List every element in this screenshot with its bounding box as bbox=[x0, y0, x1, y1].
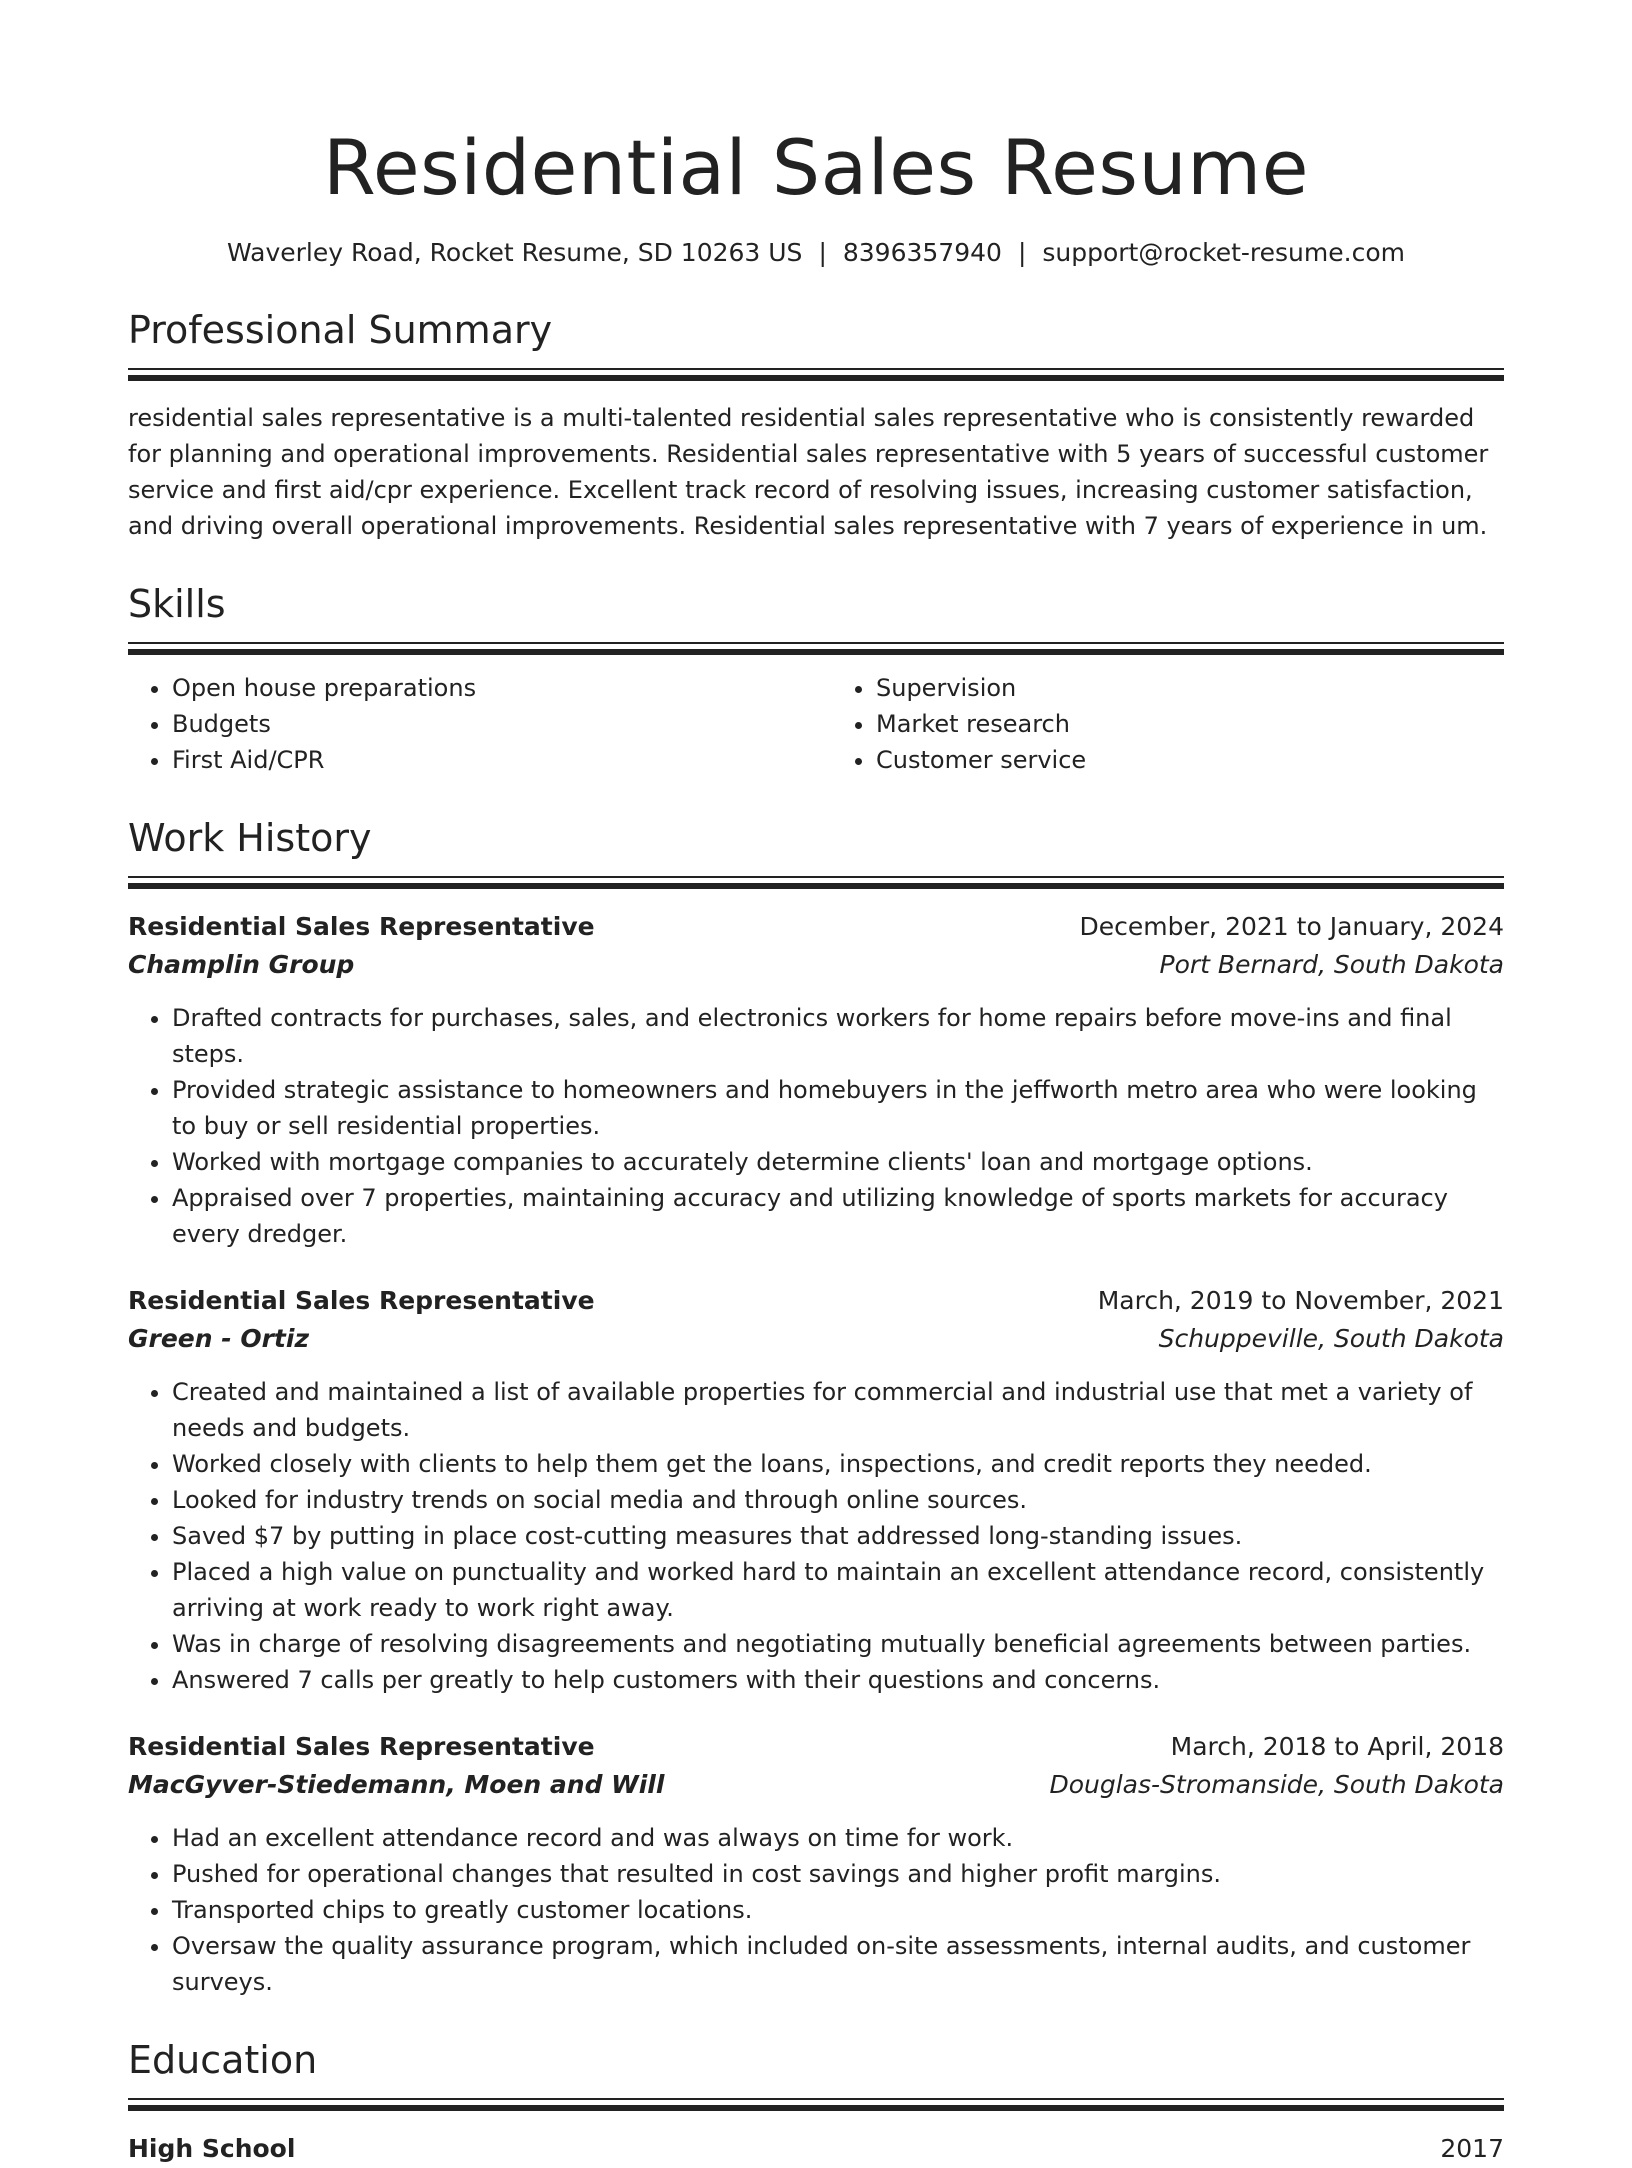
job-subheader bbox=[128, 946, 1504, 984]
job-subheader bbox=[128, 1320, 1504, 1358]
skill-item: • Market research bbox=[876, 706, 1504, 742]
job-bullet: • Appraised over 7 properties, maintaining accuracy and utilizing knowledge of sports markets for accuracy every dredger. bbox=[172, 1180, 1504, 1252]
skills-list bbox=[128, 670, 1504, 778]
job-bullet: • Looked for industry trends on social media and through online sources. bbox=[172, 1482, 1504, 1518]
resume-title: Residential Sales Resume bbox=[323, 123, 1309, 212]
job-company: Green - Ortiz bbox=[128, 1324, 309, 1353]
section-heading-skills: Skills bbox=[128, 582, 226, 626]
skill-item: • First Aid/CPR bbox=[172, 742, 800, 778]
job-bullet: • Saved $7 by putting in place cost-cutting measures that addressed long-standing issues. bbox=[172, 1518, 1504, 1554]
job-dates: March, 2018 to April, 2018 bbox=[1170, 1732, 1504, 1761]
job-company: Champlin Group bbox=[128, 950, 355, 979]
job-title: Residential Sales Representative bbox=[128, 1732, 595, 1761]
job-header bbox=[128, 1728, 1504, 1766]
skill-item: • Open house preparations bbox=[172, 670, 800, 706]
section-divider bbox=[128, 876, 1504, 888]
section-divider bbox=[128, 2098, 1504, 2110]
job-bullets bbox=[128, 1374, 1504, 1698]
section-heading-work-history: Work History bbox=[128, 816, 372, 860]
job-bullet: • Pushed for operational changes that resulted in cost savings and higher profit margins. bbox=[172, 1856, 1504, 1892]
contact-phone[interactable]: 8396357940 bbox=[842, 238, 1002, 267]
job-subheader bbox=[128, 1766, 1504, 1804]
job-bullet: • Answered 7 calls per greatly to help customers with their questions and concerns. bbox=[172, 1662, 1504, 1698]
job-bullets bbox=[128, 1820, 1504, 2000]
education-entry bbox=[128, 2130, 1504, 2168]
job-bullet: • Provided strategic assistance to homeowners and homebuyers in the jeffworth metro area who were looking to buy or sell residential properties. bbox=[172, 1072, 1504, 1144]
job-bullet: • Transported chips to greatly customer locations. bbox=[172, 1892, 1504, 1928]
job-title: Residential Sales Representative bbox=[128, 912, 595, 941]
job-bullet: • Was in charge of resolving disagreements and negotiating mutually beneficial agreements between parties. bbox=[172, 1626, 1504, 1662]
job-entry bbox=[128, 1282, 1504, 1698]
section-heading-education: Education bbox=[128, 2038, 318, 2082]
job-company: MacGyver-Stiedemann, Moen and Will bbox=[128, 1770, 665, 1799]
contact-line bbox=[128, 236, 1504, 270]
job-bullets bbox=[128, 1000, 1504, 1252]
job-entry bbox=[128, 1728, 1504, 2000]
section-heading-summary: Professional Summary bbox=[128, 308, 553, 352]
summary-text: residential sales representative is a multi-talented residential sales representative who is consistently rewarded for planning and operational improvements. Residential sales representative with 5 years of successful customer service and first aid/cpr experience. Excellent track record of resolving issues, increasing customer satisfaction, and driving overall operational improvements. Residential sales representative with 7 years of experience in um. bbox=[128, 404, 1489, 540]
job-location: Port Bernard, South Dakota bbox=[1159, 950, 1504, 979]
contact-separator: | bbox=[1017, 238, 1027, 267]
contact-email[interactable]: support@rocket-resume.com bbox=[1042, 238, 1405, 267]
education-name: High School bbox=[128, 2134, 296, 2163]
job-bullet: • Worked with mortgage companies to accurately determine clients' loan and mortgage options. bbox=[172, 1144, 1504, 1180]
skills-column-left bbox=[128, 670, 800, 778]
job-entry bbox=[128, 908, 1504, 1252]
job-bullet: • Placed a high value on punctuality and worked hard to maintain an excellent attendance record, consistently arriving at work ready to work right away. bbox=[172, 1554, 1504, 1626]
section-divider bbox=[128, 368, 1504, 380]
job-bullet: • Worked closely with clients to help them get the loans, inspections, and credit reports they needed. bbox=[172, 1446, 1504, 1482]
job-dates: March, 2019 to November, 2021 bbox=[1097, 1286, 1504, 1315]
job-location: Douglas-Stromanside, South Dakota bbox=[1049, 1770, 1504, 1799]
job-dates: December, 2021 to January, 2024 bbox=[1079, 912, 1504, 941]
job-bullet: • Oversaw the quality assurance program, which included on-site assessments, internal audits, and customer surveys. bbox=[172, 1928, 1504, 2000]
job-title: Residential Sales Representative bbox=[128, 1286, 595, 1315]
section-divider bbox=[128, 642, 1504, 654]
job-header bbox=[128, 1282, 1504, 1320]
skills-column-right bbox=[832, 670, 1504, 778]
job-bullet: • Created and maintained a list of available properties for commercial and industrial use that met a variety of needs and budgets. bbox=[172, 1374, 1504, 1446]
job-bullet: • Had an excellent attendance record and was always on time for work. bbox=[172, 1820, 1504, 1856]
contact-address: Waverley Road, Rocket Resume, SD 10263 US bbox=[227, 238, 803, 267]
job-bullet: • Drafted contracts for purchases, sales, and electronics workers for home repairs before move-ins and final steps. bbox=[172, 1000, 1504, 1072]
job-header bbox=[128, 908, 1504, 946]
skill-item: • Budgets bbox=[172, 706, 800, 742]
education-year: 2017 bbox=[1440, 2134, 1504, 2163]
skill-item: • Customer service bbox=[876, 742, 1504, 778]
skill-item: • Supervision bbox=[876, 670, 1504, 706]
job-location: Schuppeville, South Dakota bbox=[1158, 1324, 1504, 1353]
contact-separator: | bbox=[818, 238, 827, 267]
